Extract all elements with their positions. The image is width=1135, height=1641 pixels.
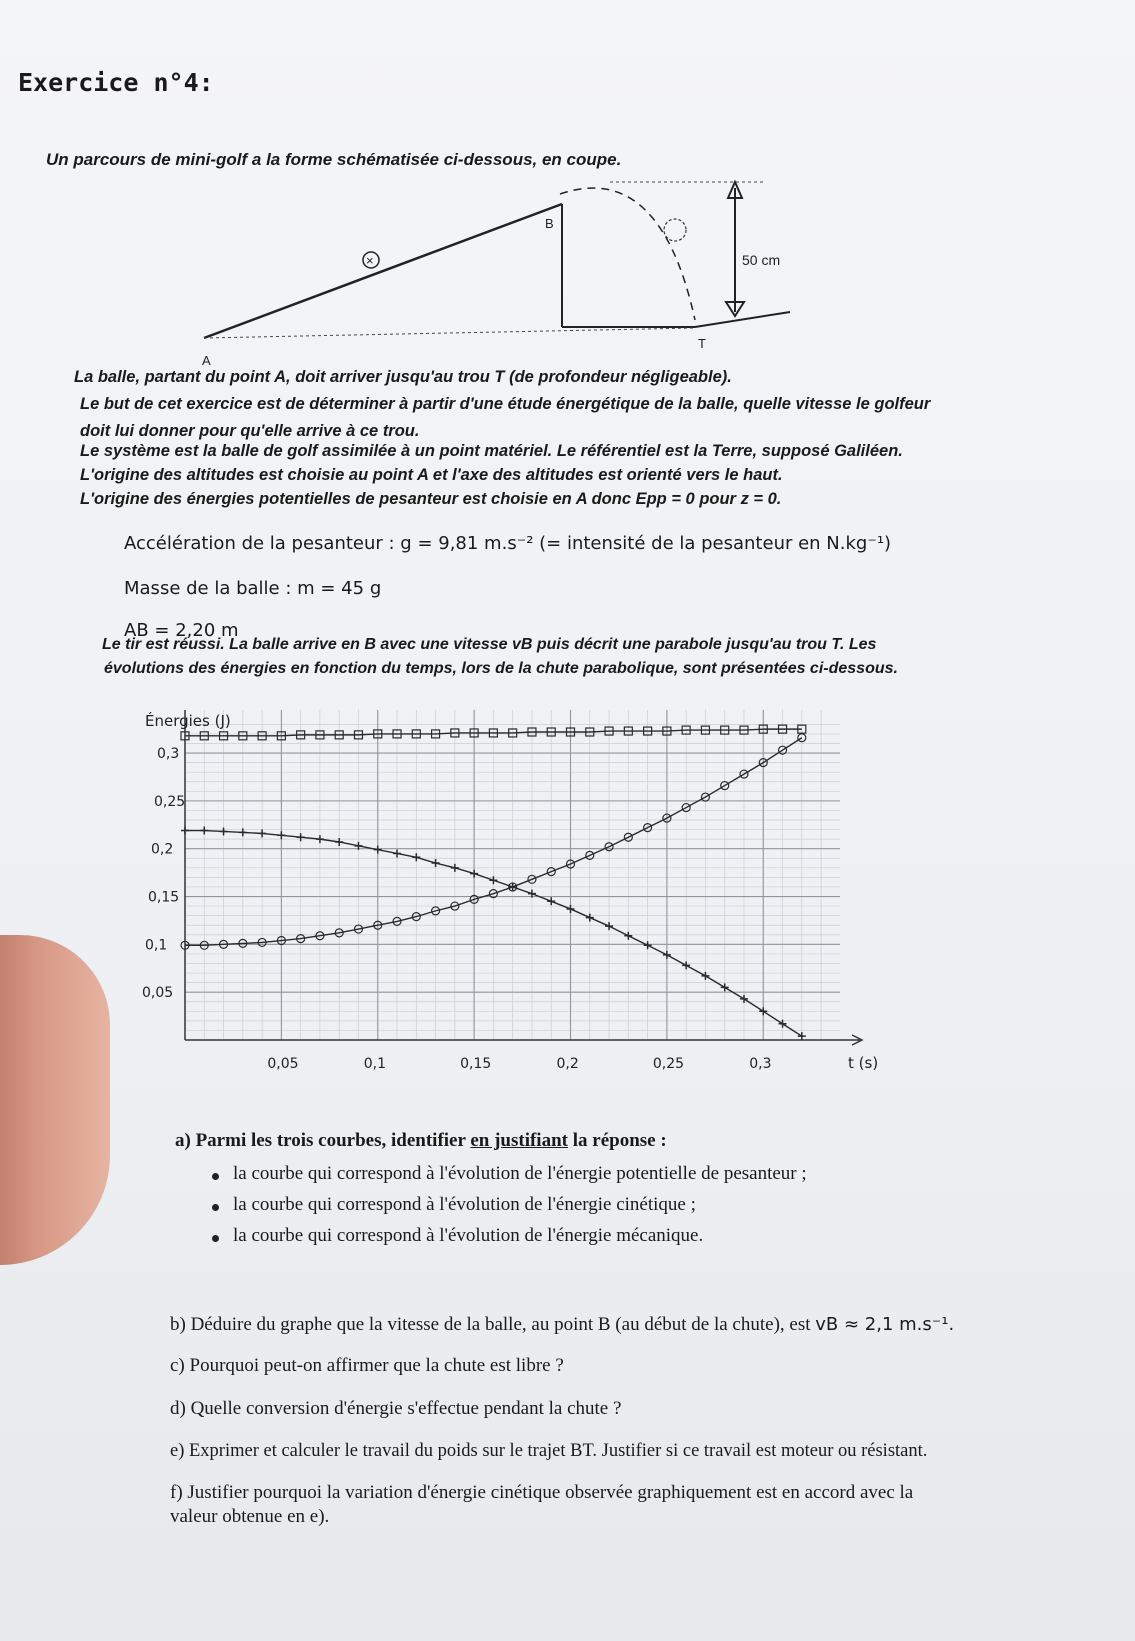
statement-line-6: L'origine des énergies potentielles de pesanteur est choisie en A donc Epp = 0 pour z = 0. — [80, 490, 782, 508]
gravity-data: Accélération de la pesanteur : g = 9,81 m.s⁻² (= intensité de la pesanteur en N.kg⁻¹) — [124, 533, 892, 554]
question-b-text: b) Déduire du graphe que la vitesse de la balle, au point B (au début de la chute), est — [170, 1314, 811, 1335]
question-d: d) Quelle conversion d'énergie s'effectue pendant la chute ? — [170, 1398, 622, 1419]
cross-marker — [586, 914, 594, 922]
label-b: B — [545, 216, 554, 231]
cross-marker — [663, 951, 671, 959]
cross-marker — [759, 1007, 767, 1015]
shot-line-1: Le tir est réussi. La balle arrive en B avec une vitesse vB puis décrit une parabole jusqu'au trou T. Les — [102, 636, 877, 653]
x-tick-label: 0,1 — [363, 1056, 387, 1072]
question-a-underlined: en justifiant — [470, 1130, 568, 1151]
y-tick-label: 0,2 — [151, 841, 174, 858]
statement-line-5: L'origine des altitudes est choisie au point A et l'axe des altitudes est orienté vers le haut. — [80, 466, 783, 484]
label-a: A — [202, 353, 211, 368]
statement-line-2: Le but de cet exercice est de déterminer à partir d'une étude énergétique de la balle, quelle vitesse le golfeur — [80, 395, 931, 413]
statement-line-4: Le système est la balle de golf assimilée à un point matériel. Le référentiel est la Terre, supposé Galiléen. — [80, 442, 903, 460]
x-tick-label: 0,15 — [460, 1056, 492, 1072]
bullet-3 — [212, 1235, 219, 1242]
cross-marker — [200, 827, 208, 835]
question-a-item-3: la courbe qui correspond à l'évolution de l'énergie mécanique. — [233, 1225, 704, 1246]
cross-marker — [624, 932, 632, 940]
exercise-title: Exercice n°4: — [18, 68, 214, 97]
cross-marker — [721, 983, 729, 991]
question-a-before: a) Parmi les trois courbes, identifier — [175, 1130, 471, 1151]
ramp-line — [204, 204, 562, 338]
statement-line-1: La balle, partant du point A, doit arriver jusqu'au trou T (de profondeur négligeable). — [74, 368, 732, 386]
parabola-trajectory — [560, 188, 695, 320]
y-tick-label: 0,05 — [142, 985, 174, 1002]
y-tick-label: 0,3 — [157, 746, 180, 763]
cross-marker — [277, 831, 285, 839]
chart-y-axis-label: Énergies (J) — [145, 712, 231, 730]
cross-marker — [297, 833, 305, 841]
cross-marker — [220, 827, 228, 835]
bullet-2 — [212, 1204, 219, 1211]
ab-data: AB = 2,20 m — [124, 620, 239, 641]
reference-dashed-line — [204, 328, 695, 338]
question-a-after: la réponse : — [567, 1130, 667, 1151]
cross-marker — [258, 829, 266, 837]
ground-line — [695, 312, 790, 327]
y-tick-label: 0,25 — [154, 793, 186, 810]
cross-marker — [393, 849, 401, 857]
ball-in-flight — [664, 219, 686, 241]
bullet-1 — [212, 1173, 219, 1180]
cross-marker — [470, 870, 478, 878]
chart-x-axis-label: t (s) — [848, 1054, 879, 1072]
cross-marker — [451, 864, 459, 872]
x-tick-label: 0,25 — [652, 1056, 685, 1072]
cross-marker — [432, 859, 440, 867]
cross-marker — [374, 846, 382, 854]
question-e: e) Exprimer et calculer le travail du poids sur le trajet BT. Justifier si ce travail est moteur ou résistant. — [170, 1441, 928, 1461]
intro-text: Un parcours de mini-golf a la forme schématisée ci-dessous, en coupe. — [46, 150, 622, 169]
question-a-item-2: la courbe qui correspond à l'évolution de l'énergie cinétique ; — [233, 1194, 696, 1215]
question-a — [175, 1130, 667, 1152]
y-tick-label: 0,1 — [145, 937, 168, 954]
cross-marker — [605, 922, 613, 930]
cross-marker — [644, 941, 652, 949]
question-f-line-1: f) Justifier pourquoi la variation d'énergie cinétique observée graphiquement est en accord avec la — [170, 1482, 914, 1503]
x-tick-label: 0,3 — [749, 1056, 772, 1072]
x-tick-label: 0,05 — [267, 1056, 299, 1072]
energy-chart — [130, 690, 900, 1120]
cross-marker — [682, 961, 690, 969]
statement-line-3: doit lui donner pour qu'elle arrive à ce trou. — [80, 422, 420, 440]
cross-marker — [547, 897, 555, 905]
mini-golf-diagram — [190, 170, 830, 380]
cross-marker — [412, 853, 420, 861]
question-b-value: vB ≈ 2,1 m.s⁻¹. — [815, 1314, 955, 1335]
question-c: c) Pourquoi peut-on affirmer que la chute est libre ? — [170, 1355, 564, 1376]
x-tick-label: 0,2 — [556, 1056, 579, 1072]
label-t: T — [698, 336, 706, 351]
question-f-line-2: valeur obtenue en e). — [170, 1506, 330, 1527]
cross-marker — [798, 1032, 806, 1040]
mass-data: Masse de la balle : m = 45 g — [124, 578, 382, 599]
question-a-item-1: la courbe qui correspond à l'évolution de l'énergie potentielle de pesanteur ; — [233, 1163, 807, 1184]
cross-marker — [181, 827, 189, 835]
question-b — [170, 1314, 954, 1336]
shot-line-2: évolutions des énergies en fonction du temps, lors de la chute parabolique, sont présentées ci-dessous. — [104, 660, 898, 677]
cross-marker — [316, 835, 324, 843]
y-tick-label: 0,15 — [148, 889, 180, 906]
height-label: 50 cm — [742, 252, 781, 268]
ball-symbol: × — [366, 253, 374, 268]
